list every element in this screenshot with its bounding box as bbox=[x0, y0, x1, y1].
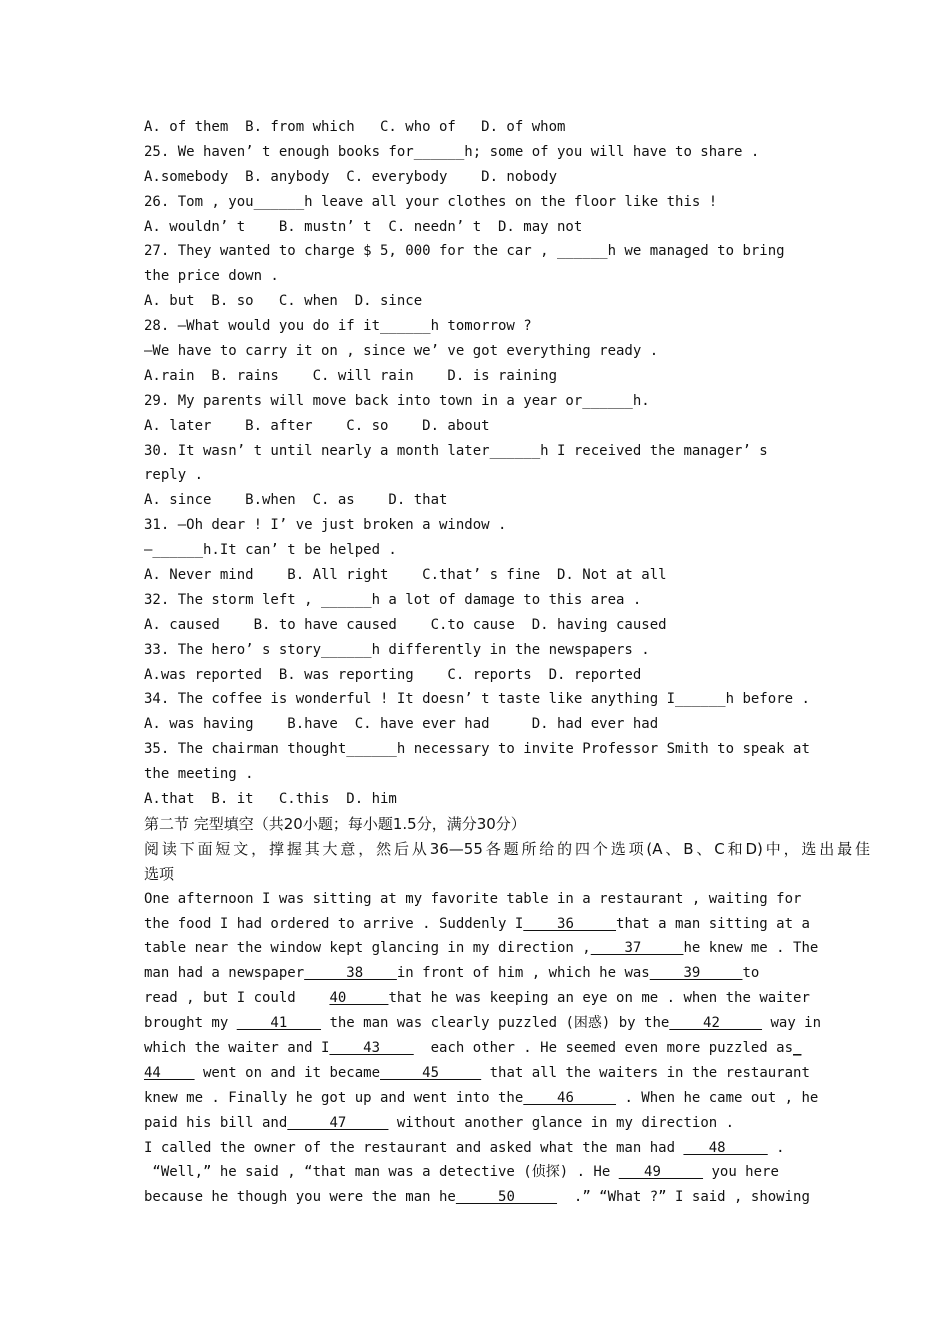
passage-text: went on and it became bbox=[194, 1064, 381, 1081]
passage-text: without another glance in my direction . bbox=[388, 1114, 735, 1131]
blank-number: 39 bbox=[649, 965, 743, 982]
blank-number: 37 bbox=[590, 940, 684, 957]
passage-line bbox=[144, 1160, 870, 1185]
text-line: 30. It wasn’ t until nearly a month later______h I received the manager’ s bbox=[144, 442, 768, 459]
passage-line bbox=[144, 1136, 870, 1161]
passage-text: table near the window kept glancing in my direction , bbox=[144, 940, 591, 957]
text-line: 25. We haven’ t enough books for______h; some of you will have to share . bbox=[144, 143, 760, 160]
passage-text: “Well,” he said , “that man was a detective (侦探) . He bbox=[144, 1164, 619, 1181]
text-line: A.somebody B. anybody C. everybody D. nobody bbox=[144, 168, 558, 185]
blank-number: 36 bbox=[523, 915, 617, 932]
text-line: reply . bbox=[144, 467, 204, 484]
passage-text: which the waiter and I bbox=[144, 1039, 330, 1056]
text-line: 28. —What would you do if it______h tomorrow ? bbox=[144, 318, 532, 335]
text-line: 33. The hero’ s story______h differently in the newspapers . bbox=[144, 641, 650, 658]
passage-text: each other . He seemed even more puzzled as bbox=[413, 1039, 794, 1056]
passage-line bbox=[144, 887, 870, 912]
blank-number: _ bbox=[793, 1039, 802, 1056]
passage-text: to bbox=[742, 965, 760, 982]
text-line: 26. Tom , you______h leave all your clothes on the floor like this ! bbox=[144, 193, 718, 210]
text-line: A. since B.when C. as D. that bbox=[144, 492, 448, 509]
cloze-passage bbox=[144, 887, 870, 1211]
text-line: A. was having B.have C. have ever had D. had ever had bbox=[144, 716, 659, 733]
text-line: 32. The storm left , ______h a lot of damage to this area . bbox=[144, 591, 642, 608]
passage-text: . When he came out , he bbox=[616, 1089, 819, 1106]
text-line: —______h.It can’ t be helped . bbox=[144, 542, 397, 559]
passage-line bbox=[144, 1011, 870, 1036]
passage-text: the man was clearly puzzled (困惑) by the bbox=[321, 1015, 670, 1032]
passage-text: the food I had ordered to arrive . Suddenly I bbox=[144, 915, 524, 932]
text-line: A. later B. after C. so D. about bbox=[144, 417, 490, 434]
blank-number: 43 bbox=[329, 1039, 414, 1056]
text-line: A.that B. it C.this D. him bbox=[144, 791, 397, 808]
passage-text: read , but I could bbox=[144, 990, 330, 1007]
question-lines bbox=[144, 115, 870, 887]
blank-number: 48 bbox=[683, 1139, 768, 1156]
blank-number: 47 bbox=[287, 1114, 389, 1131]
text-line: 27. They wanted to charge $ 5, 000 for the car , ______h we managed to bring bbox=[144, 243, 785, 260]
text-line: A.was reported B. was reporting C. reports D. reported bbox=[144, 666, 642, 683]
text-line: 第二节 完型填空（共20小题；每小题1.5分，满分30分） bbox=[144, 814, 526, 833]
text-line: 35. The chairman thought______h necessary to invite Professor Smith to speak at bbox=[144, 741, 810, 758]
passage-text: that a man sitting at a bbox=[616, 915, 810, 932]
passage-line bbox=[144, 912, 870, 937]
passage-text: he knew me . The bbox=[683, 940, 819, 957]
passage-line bbox=[144, 1036, 870, 1061]
passage-line bbox=[144, 986, 870, 1011]
text-line: the price down . bbox=[144, 268, 279, 285]
passage-text: because he though you were the man he bbox=[144, 1189, 456, 1206]
text-line: —We have to carry it on , since we’ ve got everything ready . bbox=[144, 343, 659, 360]
passage-text: knew me . Finally he got up and went into the bbox=[144, 1089, 524, 1106]
passage-line bbox=[144, 961, 870, 986]
text-line: A. of them B. from which C. who of D. of whom bbox=[144, 119, 566, 135]
text-line: A. Never mind B. All right C.that’ s fine D. Not at all bbox=[144, 567, 667, 584]
blank-number: 42 bbox=[669, 1015, 763, 1032]
text-line: A. caused B. to have caused C.to cause D. having caused bbox=[144, 616, 667, 633]
text-line: 阅读下面短文，撑握其大意，然后从36—55各题所给的四个选项(A、B、C和D)中，选出最佳 bbox=[144, 839, 870, 858]
blank-number: 38 bbox=[304, 965, 397, 982]
passage-text: brought my bbox=[144, 1015, 237, 1032]
passage-text: you here bbox=[703, 1164, 779, 1181]
passage-line bbox=[144, 1086, 870, 1111]
passage-text: in front of him , which he was bbox=[396, 965, 650, 982]
text-line: A. wouldn’ t B. mustn’ t C. needn’ t D. may not bbox=[144, 218, 583, 235]
passage-text: . bbox=[767, 1139, 785, 1156]
blank-number: 49 bbox=[618, 1164, 704, 1181]
text-line: the meeting . bbox=[144, 766, 254, 783]
passage-text: One afternoon I was sitting at my favorite table in a restaurant , waiting for bbox=[144, 890, 802, 907]
passage-line bbox=[144, 936, 870, 961]
text-line: 31. —Oh dear ! I’ ve just broken a window . bbox=[144, 517, 507, 534]
blank-number: 44 bbox=[144, 1064, 195, 1081]
blank-number: 40 bbox=[329, 990, 389, 1007]
blank-number: 45 bbox=[380, 1064, 482, 1081]
blank-number: 46 bbox=[523, 1089, 617, 1106]
passage-text: man had a newspaper bbox=[144, 965, 305, 982]
blank-number: 50 bbox=[455, 1189, 558, 1206]
text-line: 选项 bbox=[144, 864, 175, 883]
passage-line bbox=[144, 1185, 870, 1210]
text-line: A. but B. so C. when D. since bbox=[144, 293, 423, 310]
passage-text: paid his bill and bbox=[144, 1114, 288, 1131]
passage-line bbox=[144, 1061, 870, 1086]
text-line: 34. The coffee is wonderful ! It doesn’ t taste like anything I______h before . bbox=[144, 691, 810, 708]
passage-line bbox=[144, 1111, 870, 1136]
passage-text: I called the owner of the restaurant and asked what the man had bbox=[144, 1139, 684, 1156]
text-line: A.rain B. rains C. will rain D. is raining bbox=[144, 367, 558, 384]
passage-text: that all the waiters in the restaurant bbox=[481, 1064, 810, 1081]
passage-text: that he was keeping an eye on me . when the waiter bbox=[388, 990, 810, 1007]
passage-text: .” “What ?” I said , showing bbox=[557, 1189, 810, 1206]
passage-text: way in bbox=[762, 1015, 822, 1032]
blank-number: 41 bbox=[236, 1015, 322, 1032]
text-line: 29. My parents will move back into town in a year or______h. bbox=[144, 392, 650, 409]
